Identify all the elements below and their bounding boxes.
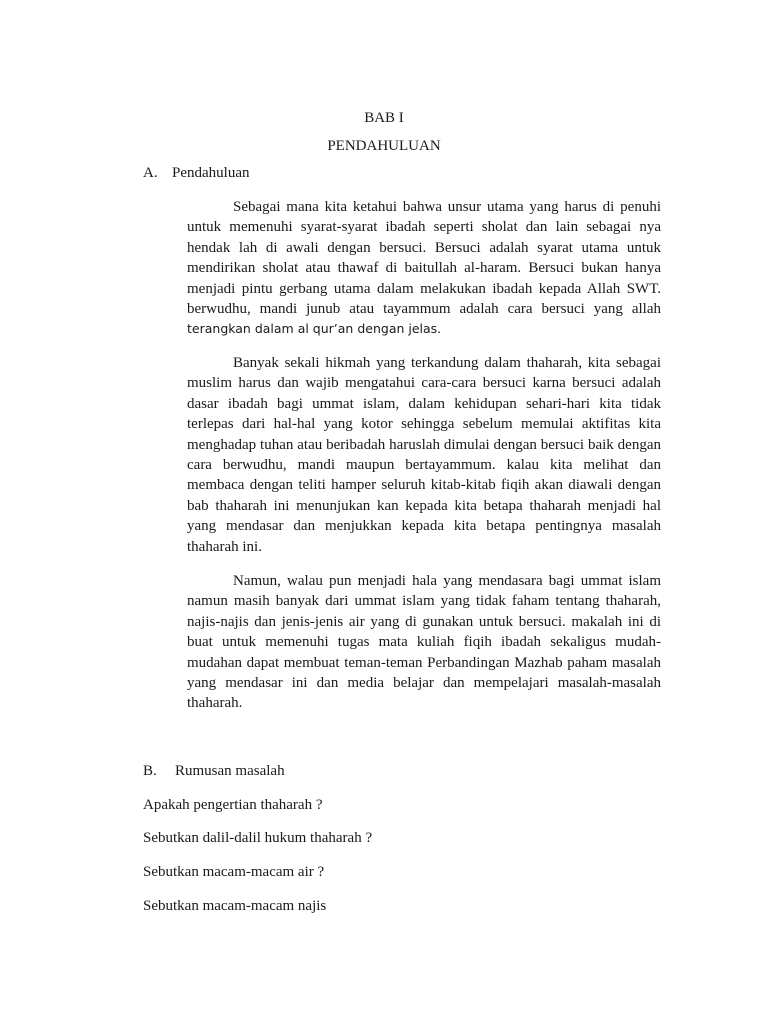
chapter-title: PENDAHULUAN — [327, 138, 441, 154]
paragraph-2 — [187, 353, 661, 557]
paragraph-3-text: Namun, walau pun menjadi hala yang mendasara bagi ummat islam namun masih banyak dari ummat islam yang tidak faham tentang thaharah, najis-najis dan jenis-jenis air yang di gunakan untuk bersuci. makalah ini di buat untuk memenuhi tugas mata kuliah fiqih ibadah sekaligus mudah-mudahan dapat membuat teman-teman Perbandingan Mazhab paham masalah yang mendasar ini dan media belajar dan mempelajari masalah-masalah thaharah. — [187, 573, 661, 712]
paragraph-1-text: Sebagai mana kita ketahui bahwa unsur utama yang harus di penuhi untuk memenuhi syarat-syarat ibadah seperti sholat dan lain sebagai nya hendak lah di awali dengan bersuci. Bersuci adalah syarat utama untuk mendirikan sholat atau thawaf di baitullah al-haram. Bersuci bukan hanya menjadi pintu gerbang utama dalam melakukan ibadah kepada Allah SWT. berwudhu, mandi junub atau tayammum adalah cara bersuci yang allah — [187, 199, 661, 318]
section-a-letter: A. — [143, 165, 158, 181]
question-item-4: Sebutkan macam-macam najis — [143, 898, 327, 914]
chapter-label: BAB I — [364, 110, 404, 126]
section-b-letter: B. — [143, 763, 157, 779]
section-b-title: Rumusan masalah — [175, 763, 285, 779]
question-item-1: Apakah pengertian thaharah ? — [143, 797, 323, 813]
section-a-heading — [143, 163, 249, 183]
question-item-2: Sebutkan dalil-dalil hukum thaharah ? — [143, 830, 373, 846]
section-b-heading — [143, 761, 285, 781]
section-a-title: Pendahuluan — [172, 165, 250, 181]
paragraph-1-tail: terangkan dalam al qur’an dengan jelas. — [187, 321, 442, 337]
paragraph-3 — [187, 571, 661, 714]
question-item-3: Sebutkan macam-macam air ? — [143, 864, 325, 880]
paragraph-2-text: Banyak sekali hikmah yang terkandung dalam thaharah, kita sebagai muslim harus dan wajib mengatahui cara-cara bersuci karna bersuci adalah dasar ibadah bagi ummat islam, dalam kehidupan sehari-hari kita tidak terlepas dari hal-hal yang kotor sehingga sebelum memulai aktifitas kita menghadap tuhan atau beribadah haruslah dimulai dengan bersuci baik dengan cara berwudhu, mandi maupun bertayammum. kalau kita melihat dan membaca dengan teliti hamper seluruh kitab-kitab fiqih akan diawali dengan bab thaharah ini menunjukan kan kepada kita betapa thaharah menjadi hal yang mendasar dan menjukkan kepada kita betapa pentingnya masalah thaharah ini. — [187, 355, 661, 555]
paragraph-1 — [187, 197, 661, 340]
